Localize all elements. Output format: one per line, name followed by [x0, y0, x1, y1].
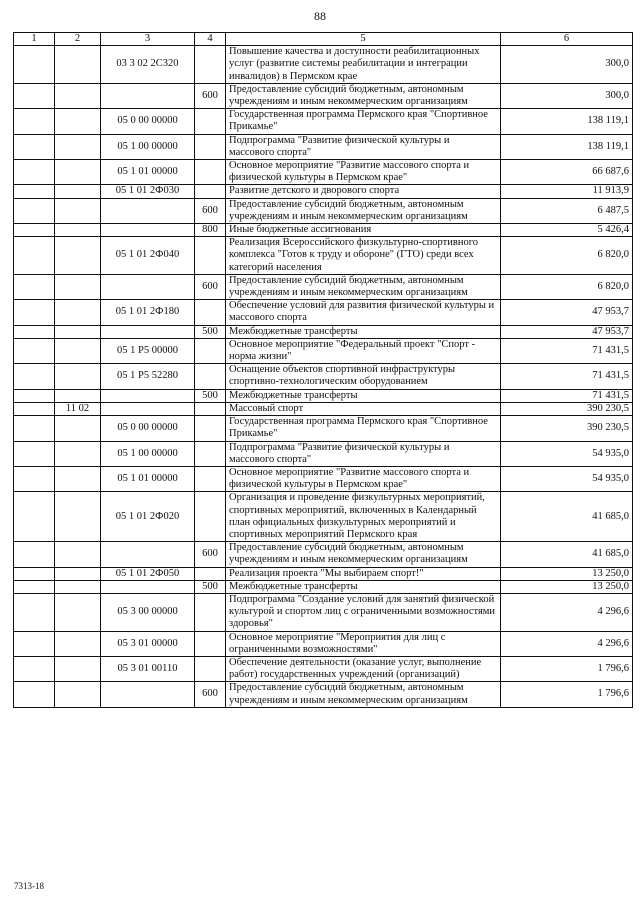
cell-expense-type: 600 [195, 198, 226, 223]
cell-description: Реализация проекта "Мы выбираем спорт!" [226, 567, 501, 580]
cell-col1 [14, 224, 55, 237]
cell-col1 [14, 389, 55, 402]
cell-expense-type [195, 656, 226, 681]
table-row [14, 109, 633, 134]
cell-section [55, 83, 101, 108]
cell-expense-type [195, 466, 226, 491]
cell-section [55, 593, 101, 631]
table-row [14, 185, 633, 198]
cell-expense-type [195, 338, 226, 363]
cell-amount: 6 820,0 [501, 274, 633, 299]
cell-expense-type [195, 300, 226, 325]
cell-section [55, 492, 101, 542]
cell-col1 [14, 567, 55, 580]
cell-col1 [14, 198, 55, 223]
cell-target-code: 05 3 00 00000 [101, 593, 195, 631]
cell-expense-type: 500 [195, 389, 226, 402]
cell-description: Предоставление субсидий бюджетным, автономным учреждениям и иным некоммерческим организациям [226, 682, 501, 707]
table-row [14, 656, 633, 681]
cell-col1 [14, 237, 55, 275]
table-body [14, 46, 633, 708]
cell-section [55, 109, 101, 134]
cell-section [55, 224, 101, 237]
cell-description: Государственная программа Пермского края "Спортивное Прикамье" [226, 109, 501, 134]
cell-target-code: 05 1 P5 52280 [101, 364, 195, 389]
table-row [14, 338, 633, 363]
table-row [14, 46, 633, 84]
cell-section [55, 325, 101, 338]
cell-target-code: 03 3 02 2С320 [101, 46, 195, 84]
cell-amount: 71 431,5 [501, 389, 633, 402]
cell-section [55, 567, 101, 580]
cell-col1 [14, 109, 55, 134]
cell-target-code: 05 1 01 2Ф050 [101, 567, 195, 580]
cell-target-code: 05 1 01 00000 [101, 466, 195, 491]
table-row [14, 402, 633, 415]
table-row [14, 441, 633, 466]
cell-expense-type [195, 364, 226, 389]
cell-amount: 54 935,0 [501, 441, 633, 466]
table-row [14, 682, 633, 707]
cell-expense-type: 600 [195, 542, 226, 567]
cell-section [55, 134, 101, 159]
cell-amount: 47 953,7 [501, 325, 633, 338]
cell-target-code: 05 1 P5 00000 [101, 338, 195, 363]
cell-col1 [14, 441, 55, 466]
cell-expense-type [195, 185, 226, 198]
cell-description: Обеспечение условий для развития физической культуры и массового спорта [226, 300, 501, 325]
cell-col1 [14, 631, 55, 656]
cell-target-code [101, 325, 195, 338]
cell-target-code: 05 1 01 2Ф020 [101, 492, 195, 542]
cell-description: Развитие детского и дворового спорта [226, 185, 501, 198]
cell-amount: 4 296,6 [501, 631, 633, 656]
cell-description: Массовый спорт [226, 402, 501, 415]
cell-target-code: 05 1 01 2Ф180 [101, 300, 195, 325]
cell-amount: 300,0 [501, 83, 633, 108]
cell-amount: 6 820,0 [501, 237, 633, 275]
table-row [14, 593, 633, 631]
cell-section [55, 466, 101, 491]
cell-description: Предоставление субсидий бюджетным, автономным учреждениям и иным некоммерческим организациям [226, 542, 501, 567]
cell-target-code: 05 3 01 00000 [101, 631, 195, 656]
table-row [14, 134, 633, 159]
cell-target-code: 05 3 01 00110 [101, 656, 195, 681]
table-row [14, 300, 633, 325]
cell-target-code [101, 274, 195, 299]
cell-amount: 54 935,0 [501, 466, 633, 491]
cell-expense-type: 600 [195, 83, 226, 108]
cell-expense-type: 500 [195, 325, 226, 338]
cell-expense-type: 600 [195, 682, 226, 707]
column-header: 2 [55, 33, 101, 46]
cell-col1 [14, 542, 55, 567]
cell-description: Межбюджетные трансферты [226, 580, 501, 593]
cell-target-code [101, 224, 195, 237]
page-number: 88 [314, 9, 326, 23]
cell-target-code [101, 83, 195, 108]
cell-section [55, 46, 101, 84]
cell-amount: 13 250,0 [501, 580, 633, 593]
cell-col1 [14, 593, 55, 631]
cell-target-code [101, 580, 195, 593]
cell-target-code: 05 0 00 00000 [101, 416, 195, 441]
cell-description: Основное мероприятие "Развитие массового спорта и физической культуры в Пермском крае" [226, 466, 501, 491]
cell-section [55, 300, 101, 325]
cell-description: Подпрограмма "Создание условий для занятий физической культурой и спортом лиц с ограниченными возможностями здоровья" [226, 593, 501, 631]
cell-target-code: 05 1 01 2Ф030 [101, 185, 195, 198]
cell-target-code: 05 0 00 00000 [101, 109, 195, 134]
table-row [14, 567, 633, 580]
cell-section [55, 542, 101, 567]
table-row [14, 631, 633, 656]
table-row [14, 83, 633, 108]
cell-section [55, 160, 101, 185]
cell-expense-type [195, 237, 226, 275]
cell-amount: 4 296,6 [501, 593, 633, 631]
cell-description: Предоставление субсидий бюджетным, автономным учреждениям и иным некоммерческим организациям [226, 198, 501, 223]
cell-description: Государственная программа Пермского края "Спортивное Прикамье" [226, 416, 501, 441]
cell-col1 [14, 338, 55, 363]
cell-col1 [14, 274, 55, 299]
cell-expense-type [195, 593, 226, 631]
cell-col1 [14, 46, 55, 84]
table-row [14, 492, 633, 542]
cell-col1 [14, 83, 55, 108]
cell-amount: 300,0 [501, 46, 633, 84]
cell-expense-type [195, 109, 226, 134]
table-row [14, 416, 633, 441]
cell-amount: 390 230,5 [501, 416, 633, 441]
cell-amount: 138 119,1 [501, 109, 633, 134]
column-header: 3 [101, 33, 195, 46]
table-header-row [14, 33, 633, 46]
table-row [14, 224, 633, 237]
cell-col1 [14, 580, 55, 593]
cell-expense-type: 600 [195, 274, 226, 299]
cell-section [55, 364, 101, 389]
cell-target-code [101, 542, 195, 567]
cell-description: Основное мероприятие "Мероприятия для лиц с ограниченными возможностями" [226, 631, 501, 656]
cell-section [55, 682, 101, 707]
cell-amount: 13 250,0 [501, 567, 633, 580]
cell-target-code: 05 1 01 2Ф040 [101, 237, 195, 275]
cell-description: Подпрограмма "Развитие физической культуры и массового спорта" [226, 134, 501, 159]
cell-amount: 390 230,5 [501, 402, 633, 415]
cell-section [55, 656, 101, 681]
cell-col1 [14, 402, 55, 415]
cell-amount: 71 431,5 [501, 338, 633, 363]
cell-amount: 1 796,6 [501, 656, 633, 681]
cell-amount: 6 487,5 [501, 198, 633, 223]
cell-description: Основное мероприятие "Развитие массового спорта и физической культуры в Пермском крае" [226, 160, 501, 185]
cell-amount: 47 953,7 [501, 300, 633, 325]
cell-expense-type: 800 [195, 224, 226, 237]
cell-section: 11 02 [55, 402, 101, 415]
cell-col1 [14, 160, 55, 185]
table-row [14, 325, 633, 338]
cell-target-code: 05 1 00 00000 [101, 134, 195, 159]
cell-col1 [14, 300, 55, 325]
cell-col1 [14, 416, 55, 441]
column-header: 6 [501, 33, 633, 46]
column-header: 5 [226, 33, 501, 46]
cell-section [55, 631, 101, 656]
cell-description: Предоставление субсидий бюджетным, автономным учреждениям и иным некоммерческим организациям [226, 274, 501, 299]
cell-amount: 11 913,9 [501, 185, 633, 198]
cell-col1 [14, 185, 55, 198]
cell-amount: 41 685,0 [501, 542, 633, 567]
cell-col1 [14, 325, 55, 338]
cell-description: Предоставление субсидий бюджетным, автономным учреждениям и иным некоммерческим организациям [226, 83, 501, 108]
table-row [14, 274, 633, 299]
cell-description: Межбюджетные трансферты [226, 389, 501, 402]
cell-section [55, 389, 101, 402]
cell-target-code [101, 402, 195, 415]
cell-section [55, 274, 101, 299]
cell-expense-type [195, 441, 226, 466]
cell-expense-type [195, 492, 226, 542]
document-code: 7313-18 [14, 881, 44, 891]
cell-col1 [14, 656, 55, 681]
cell-col1 [14, 466, 55, 491]
cell-expense-type [195, 416, 226, 441]
table-row [14, 160, 633, 185]
table-row [14, 237, 633, 275]
cell-col1 [14, 134, 55, 159]
cell-section [55, 185, 101, 198]
table-row [14, 580, 633, 593]
table-row [14, 364, 633, 389]
cell-description: Оснащение объектов спортивной инфраструктуры спортивно-технологическим оборудованием [226, 364, 501, 389]
cell-description: Иные бюджетные ассигнования [226, 224, 501, 237]
column-header: 1 [14, 33, 55, 46]
cell-section [55, 580, 101, 593]
cell-target-code [101, 389, 195, 402]
cell-amount: 5 426,4 [501, 224, 633, 237]
cell-expense-type [195, 46, 226, 84]
cell-section [55, 338, 101, 363]
cell-expense-type [195, 631, 226, 656]
cell-target-code: 05 1 01 00000 [101, 160, 195, 185]
cell-expense-type [195, 160, 226, 185]
cell-expense-type [195, 402, 226, 415]
cell-section [55, 198, 101, 223]
cell-section [55, 441, 101, 466]
cell-description: Повышение качества и доступности реабилитационных услуг (развитие системы реабилитации и интеграции инвалидов) в Пермском крае [226, 46, 501, 84]
cell-expense-type [195, 567, 226, 580]
table-row [14, 542, 633, 567]
cell-amount: 41 685,0 [501, 492, 633, 542]
cell-description: Реализация Всероссийского физкультурно-спортивного комплекса "Готов к труду и обороне" (ГТО) среди всех категорий населения [226, 237, 501, 275]
cell-target-code [101, 198, 195, 223]
cell-amount: 66 687,6 [501, 160, 633, 185]
cell-target-code: 05 1 00 00000 [101, 441, 195, 466]
cell-expense-type: 500 [195, 580, 226, 593]
cell-col1 [14, 492, 55, 542]
cell-description: Подпрограмма "Развитие физической культуры и массового спорта" [226, 441, 501, 466]
cell-col1 [14, 682, 55, 707]
table-row [14, 466, 633, 491]
cell-description: Организация и проведение физкультурных мероприятий, спортивных мероприятий, включенных в Календарный план официальных физкультурных мероприятий и спортивных мероприятий Пермского края [226, 492, 501, 542]
table-row [14, 198, 633, 223]
column-header: 4 [195, 33, 226, 46]
budget-table [13, 32, 633, 708]
cell-section [55, 416, 101, 441]
table-row [14, 389, 633, 402]
cell-amount: 138 119,1 [501, 134, 633, 159]
cell-section [55, 237, 101, 275]
cell-target-code [101, 682, 195, 707]
cell-description: Межбюджетные трансферты [226, 325, 501, 338]
cell-description: Обеспечение деятельности (оказание услуг, выполнение работ) государственных учреждений (организаций) [226, 656, 501, 681]
cell-amount: 1 796,6 [501, 682, 633, 707]
cell-expense-type [195, 134, 226, 159]
cell-description: Основное мероприятие "Федеральный проект "Спорт - норма жизни" [226, 338, 501, 363]
cell-col1 [14, 364, 55, 389]
cell-amount: 71 431,5 [501, 364, 633, 389]
